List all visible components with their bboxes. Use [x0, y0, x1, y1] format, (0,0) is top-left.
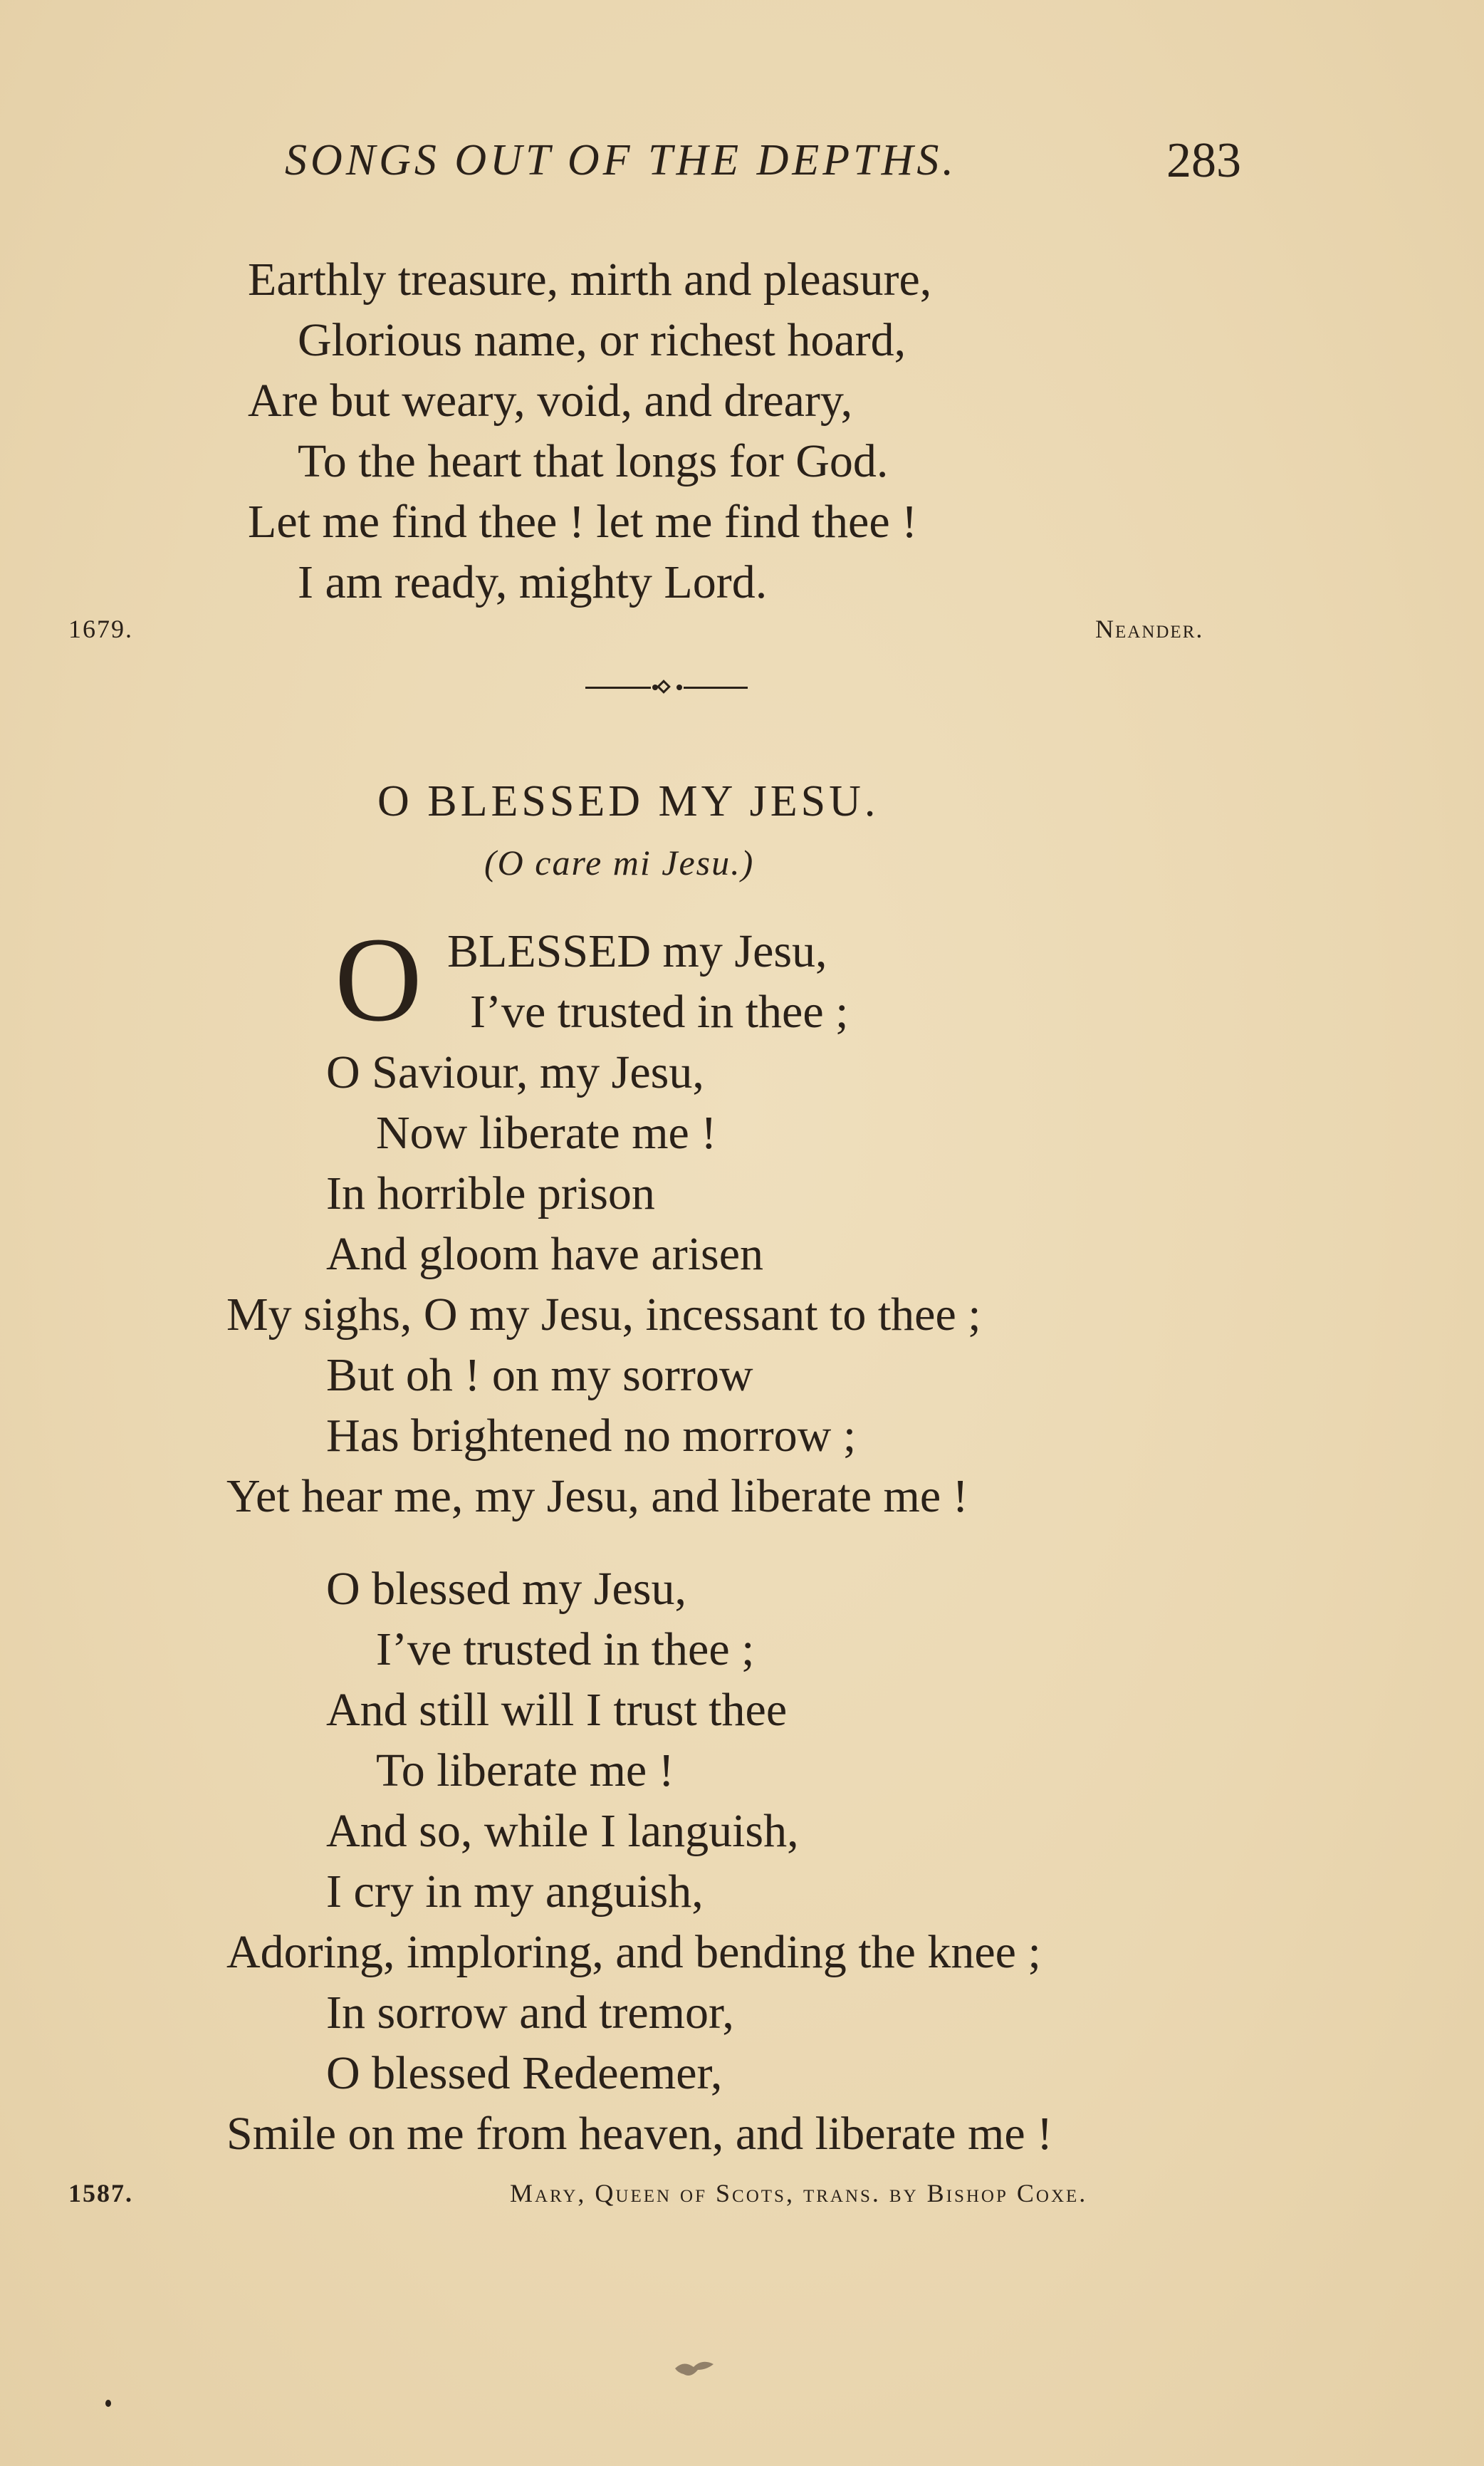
- verse-line: O blessed my Jesu,: [326, 1563, 686, 1615]
- verse-line: And gloom have arisen: [326, 1228, 764, 1280]
- verse-line: BLESSED my Jesu,: [447, 925, 827, 977]
- drop-cap: O: [335, 912, 422, 1046]
- first-poem-attribution: Neander.: [1095, 615, 1204, 643]
- verse-line: Let me find thee ! let me find thee !: [248, 496, 918, 548]
- verse-line: And so, while I languish,: [326, 1805, 799, 1857]
- ornamental-divider: [585, 680, 748, 694]
- verse-line: To the heart that longs for God.: [298, 435, 889, 487]
- verse-line: I am ready, mighty Lord.: [298, 556, 768, 608]
- verse-line: I’ve trusted in thee ;: [376, 1623, 755, 1675]
- verse-line: Yet hear me, my Jesu, and liberate me !: [226, 1470, 968, 1522]
- verse-line: O Saviour, my Jesu,: [326, 1046, 704, 1098]
- verse-line: To liberate me !: [376, 1744, 674, 1796]
- verse-line: Earthly treasure, mirth and pleasure,: [248, 254, 932, 306]
- poem-subtitle: (O care mi Jesu.): [484, 843, 755, 883]
- page-number: 283: [1166, 133, 1241, 188]
- verse-line: And still will I trust thee: [326, 1684, 788, 1736]
- verse-line: Glorious name, or richest hoard,: [298, 314, 906, 366]
- verse-line: My sighs, O my Jesu, incessant to thee ;: [226, 1289, 981, 1341]
- verse-line: But oh ! on my sorrow: [326, 1349, 753, 1401]
- ink-speck: [105, 2400, 111, 2407]
- second-poem-attribution: Mary, Queen of Scots, trans. by Bishop Coxe.: [510, 2179, 1088, 2207]
- running-title: SONGS OUT OF THE DEPTHS.: [285, 136, 957, 184]
- verse-line: I’ve trusted in thee ;: [470, 986, 849, 1038]
- first-poem-year: 1679.: [68, 615, 133, 643]
- verse-line: Are but weary, void, and dreary,: [248, 375, 853, 427]
- poem-title: O BLESSED MY JESU.: [377, 777, 879, 826]
- verse-line: O blessed Redeemer,: [326, 2047, 723, 2099]
- verse-line: Smile on me from heaven, and liberate me !: [226, 2108, 1053, 2160]
- verse-line: In sorrow and tremor,: [326, 1987, 734, 2039]
- verse-line: In horrible prison: [326, 1167, 655, 1219]
- printer-mark-icon: [669, 2354, 719, 2383]
- verse-line: I cry in my anguish,: [326, 1866, 704, 1918]
- second-poem-year: 1587.: [68, 2179, 133, 2207]
- verse-line: Now liberate me !: [376, 1107, 717, 1159]
- verse-line: Has brightened no morrow ;: [326, 1410, 857, 1462]
- verse-line: Adoring, imploring, and bending the knee ;: [226, 1926, 1041, 1978]
